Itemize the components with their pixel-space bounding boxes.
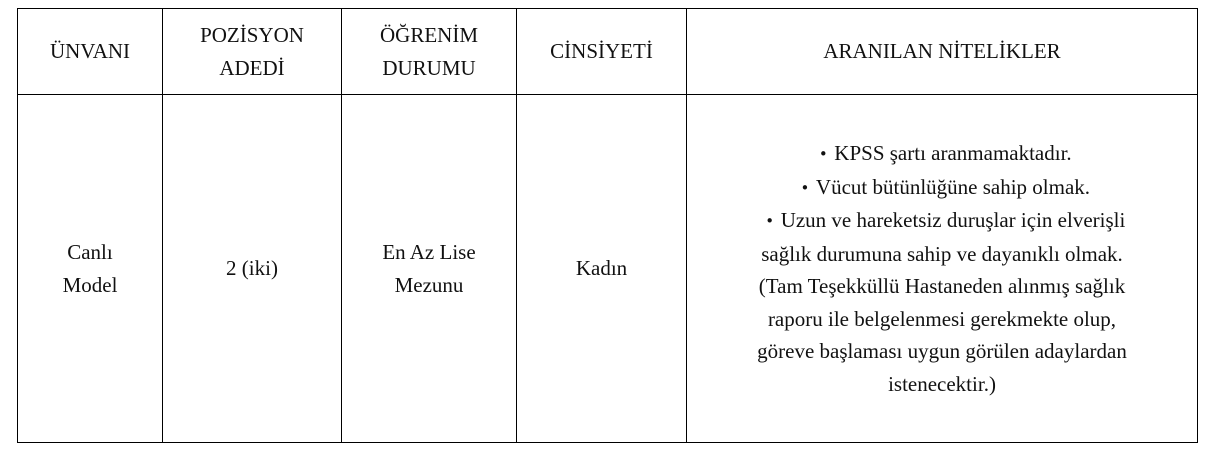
cell-unvan xyxy=(18,95,163,443)
qualification-item xyxy=(687,171,1197,205)
bullet-icon: • xyxy=(800,178,810,197)
cell-cinsiyeti-text: Kadın xyxy=(575,256,628,280)
header-aranilan-nitelikler-text: ARANILAN NİTELİKLER xyxy=(823,39,1061,63)
cell-pozisyon-adedi-text: 2 (iki) xyxy=(226,256,278,280)
header-row xyxy=(18,9,1198,95)
cell-ogrenim-durumu-text: En Az Lise Mezunu xyxy=(382,239,476,297)
cell-ogrenim-durumu xyxy=(342,95,517,443)
qualification-item-text: Uzun ve hareketsiz duruşlar için elverişli xyxy=(780,208,1126,232)
bullet-icon: • xyxy=(818,145,828,163)
qualification-item-text: KPSS şartı aranmamaktadır. xyxy=(834,141,1072,165)
qualification-item xyxy=(687,137,1197,171)
header-cinsiyeti-text: CİNSİYETİ xyxy=(550,39,653,63)
header-ogrenim-durumu xyxy=(342,9,517,95)
qualification-item-text: Vücut bütünlüğüne sahip olmak. xyxy=(815,174,1091,199)
cell-pozisyon-adedi xyxy=(163,95,342,443)
header-pozisyon-adedi xyxy=(163,9,342,95)
header-unvan-text: ÜNVANI xyxy=(49,39,131,63)
header-pozisyon-adedi-text: POZİSYON ADEDİ xyxy=(200,22,304,80)
job-requirements-table xyxy=(17,8,1198,443)
header-unvan xyxy=(18,9,163,95)
cell-unvan-text: Canlı Model xyxy=(62,239,118,297)
table-row xyxy=(18,95,1198,443)
qualification-item xyxy=(687,204,1197,238)
qualification-continuation-text: sağlık durumuna sahip ve dayanıklı olmak. (Tam Teşekküllü Hastaneden alınmış sağlık raporu ile belgelenmesi gerekmekte olup, göreve başlaması uygun görülen adaylardan istenecektir.) xyxy=(757,241,1127,396)
header-cinsiyeti xyxy=(517,9,687,95)
bullet-icon: • xyxy=(765,212,775,230)
cell-cinsiyeti xyxy=(517,95,687,443)
header-ogrenim-durumu-text: ÖĞRENİM DURUMU xyxy=(380,22,478,80)
cell-aranilan-nitelikler xyxy=(687,95,1198,443)
header-aranilan-nitelikler xyxy=(687,9,1198,95)
